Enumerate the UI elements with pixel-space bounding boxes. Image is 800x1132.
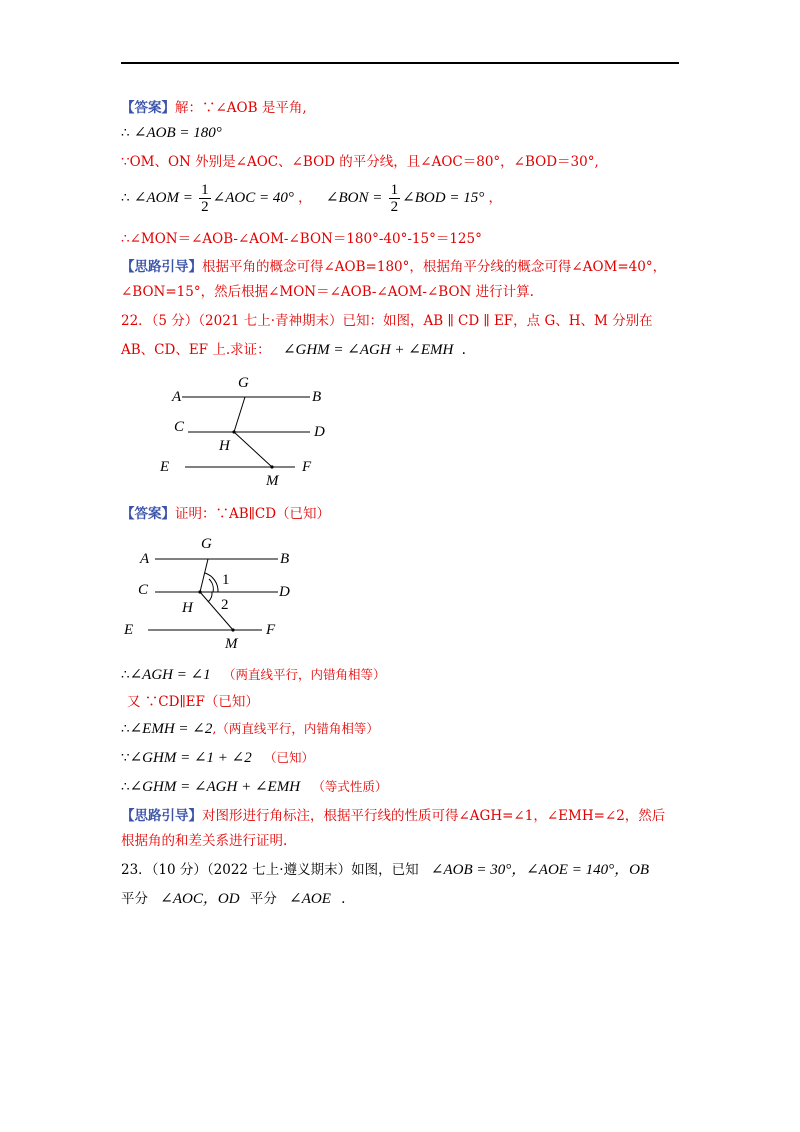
label-C: C — [138, 582, 149, 598]
label-angle-1: 1 — [222, 572, 230, 588]
label-G: G — [201, 536, 212, 552]
label-angle-2: 2 — [221, 597, 229, 613]
answer-tag: 【答案】 — [121, 506, 175, 522]
answer1-line4: ∴ ∠AOM = $\frac{1}{2}$ ∠AOC = 40° ， ∠BON = $\frac{1}{2}$ ∠BOD = 15° ， — [121, 182, 502, 215]
answer1-line3: ∵OM、ON 外别是∠AOC、∠BOD 的平分线，且∠AOC＝80°，∠BOD＝30°, — [121, 154, 599, 170]
label-D: D — [314, 424, 325, 440]
label-B: B — [280, 551, 290, 567]
math-expression: ∠AOB = 30°，∠AOE = 140°，OB — [430, 862, 650, 878]
answer1-line5: ∴∠MON＝∠AOB-∠AOM-∠BON＝180°-40°-15°＝125° — [121, 231, 482, 247]
fraction: $\frac{1}{2}$ — [390, 182, 399, 215]
label-M: M — [225, 636, 238, 652]
guide1-line2: ∠BON=15°，然后根据∠MON＝∠AOB-∠AOM-∠BON 进行计算. — [121, 284, 534, 300]
label-A: A — [140, 551, 150, 567]
proof-line: 又 ∵CD∥EF（已知） — [127, 694, 259, 710]
proof-line: ∴∠EMH = ∠2,（两直线平行，内错角相等） — [121, 721, 379, 737]
guide-tag: 【思路引导】 — [121, 808, 202, 824]
proof-line: ∴∠GHM = ∠AGH + ∠EMH （等式性质） — [121, 779, 388, 795]
proof-line: ∵∠GHM = ∠1 + ∠2 （已知） — [121, 750, 315, 766]
header-rule — [121, 62, 679, 64]
answer1-line1: 【答案】解：∵∠AOB 是平角, — [121, 100, 307, 116]
figure-parallel-lines-2 — [120, 532, 320, 654]
q23-line2: 平分 ∠AOC，OD 平分 ∠AOE . — [121, 891, 346, 907]
math-expression: ∠GHM = ∠AGH + ∠EMH — [282, 342, 454, 358]
label-E: E — [124, 622, 134, 638]
guide2-line2: 根据角的和差关系进行证明. — [121, 833, 288, 849]
figure-parallel-lines-1 — [150, 372, 330, 492]
label-F: F — [302, 459, 312, 475]
label-M: M — [266, 473, 279, 489]
label-F: F — [266, 622, 276, 638]
label-B: B — [312, 389, 322, 405]
proof-line: ∴∠AGH = ∠1 （两直线平行，内错角相等） — [121, 667, 386, 683]
answer1-line2: ∴ ∠AOB = 180° — [121, 125, 222, 141]
guide2-line1: 【思路引导】对图形进行角标注，根据平行线的性质可得∠AGH=∠1，∠EMH=∠2，然后 — [121, 808, 666, 824]
label-C: C — [174, 419, 185, 435]
label-G: G — [238, 375, 249, 391]
label-D: D — [279, 584, 290, 600]
q22-line1: 22．（5 分）（2021 七上·青神期末）已知：如图，AB ∥ CD ∥ EF，点 G、H、M 分别在 — [121, 313, 653, 329]
label-H: H — [219, 438, 230, 454]
q23-line1: 23．（10 分）（2022 七上·遵义期末）如图，已知 ∠AOB = 30°，∠AOE = 140°，OB — [121, 862, 650, 878]
answer2-line1: 【答案】证明：∵AB∥CD（已知） — [121, 506, 331, 522]
guide-tag: 【思路引导】 — [121, 259, 202, 275]
label-H: H — [182, 600, 193, 616]
math-expression: ∠AOB = 180° — [133, 125, 222, 141]
label-A: A — [172, 389, 182, 405]
q22-line2: AB、CD、EF 上.求证： ∠GHM = ∠AGH + ∠EMH . — [121, 342, 466, 358]
answer-tag: 【答案】 — [121, 100, 175, 116]
fraction: $\frac{1}{2}$ — [201, 182, 209, 215]
guide1-line1: 【思路引导】根据平角的概念可得∠AOB=180°，根据角平分线的概念可得∠AOM=40°， — [121, 259, 667, 275]
label-E: E — [160, 459, 170, 475]
